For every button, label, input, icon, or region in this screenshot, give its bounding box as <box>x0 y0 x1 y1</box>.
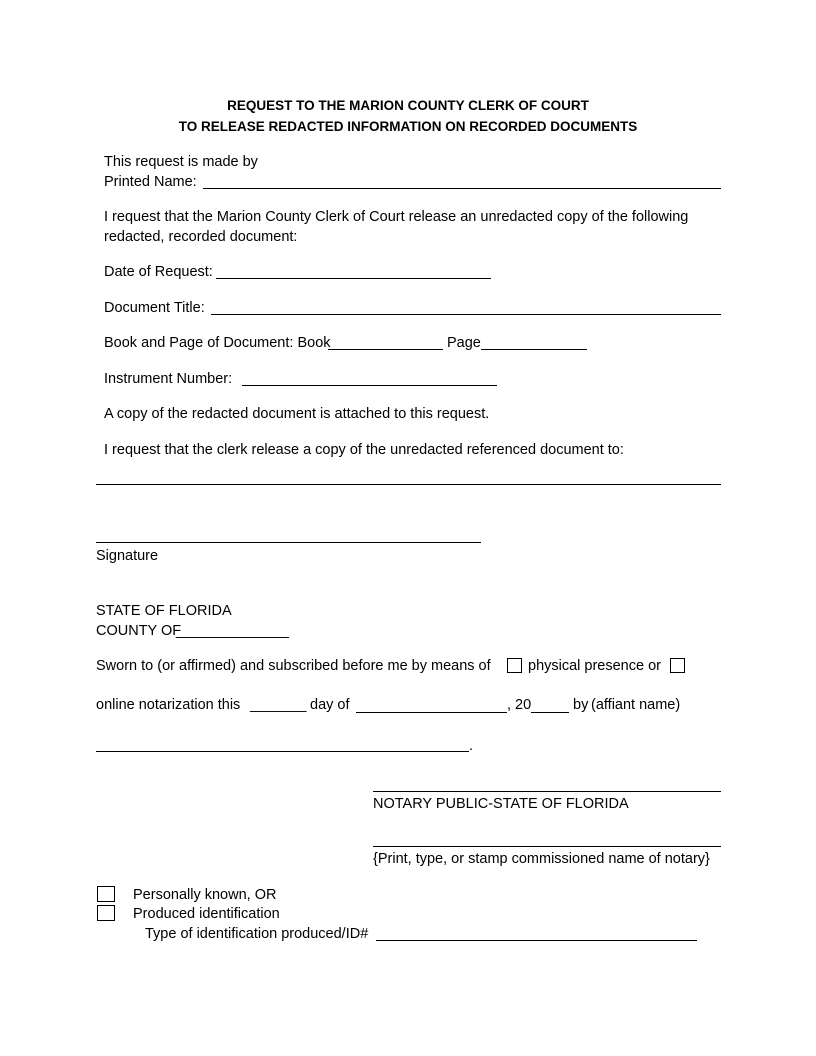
release-to-text: I request that the clerk release a copy of the unredacted referenced document to: <box>104 442 624 458</box>
signature-field[interactable] <box>96 542 481 543</box>
attached-note: A copy of the redacted document is attached to this request. <box>104 406 490 422</box>
affiant-period: . <box>469 738 474 754</box>
notary-name-label: {Print, type, or stamp commissioned name of notary} <box>373 851 710 867</box>
personally-known-checkbox[interactable] <box>97 886 115 902</box>
affiant-name-label: (affiant name) <box>591 697 681 713</box>
affiant-name-field[interactable] <box>96 751 469 752</box>
month-field[interactable] <box>356 712 507 713</box>
physical-presence-checkbox[interactable] <box>507 658 522 673</box>
year-field[interactable] <box>531 712 569 713</box>
online-notarization-text: online notarization this <box>96 697 241 713</box>
sworn-text: Sworn to (or affirmed) and subscribed before me by means of <box>96 658 491 674</box>
day-field[interactable]: _______ <box>250 697 307 713</box>
printed-name-field[interactable] <box>203 188 721 189</box>
personally-known-label: Personally known, OR <box>133 887 277 903</box>
instrument-number-label: Instrument Number: <box>104 371 233 387</box>
document-title-label: Document Title: <box>104 300 205 316</box>
produced-identification-label: Produced identification <box>133 906 280 922</box>
document-title-field[interactable] <box>211 314 721 315</box>
book-field[interactable] <box>328 349 443 350</box>
by-label: by <box>573 697 589 713</box>
state-label: STATE OF FLORIDA <box>96 603 232 619</box>
online-notarization-checkbox[interactable] <box>670 658 685 673</box>
date-of-request-field[interactable] <box>216 278 491 279</box>
page-field[interactable] <box>481 349 587 350</box>
form-title-line-1: REQUEST TO THE MARION COUNTY CLERK OF COURT <box>227 98 589 113</box>
county-field[interactable]: ______________ <box>176 623 289 639</box>
release-to-field[interactable] <box>96 484 721 485</box>
identification-type-field[interactable] <box>376 940 697 941</box>
instrument-number-field[interactable] <box>242 385 497 386</box>
notary-name-field[interactable] <box>373 846 721 847</box>
produced-identification-checkbox[interactable] <box>97 905 115 921</box>
notary-signature-field[interactable] <box>373 791 721 792</box>
physical-presence-label: physical presence or <box>528 658 661 674</box>
form-title-line-2: TO RELEASE REDACTED INFORMATION ON RECORDED DOCUMENTS <box>178 119 638 134</box>
request-statement-line-2: redacted, recorded document: <box>104 229 298 245</box>
date-of-request-label: Date of Request: <box>104 264 213 280</box>
identification-type-label: Type of identification produced/ID# <box>145 926 369 942</box>
year-prefix: , 20 <box>507 697 532 713</box>
book-page-label: Book and Page of Document: Book <box>104 335 331 351</box>
printed-name-label: Printed Name: <box>104 174 197 190</box>
page-label: Page <box>447 335 481 351</box>
request-made-by-text: This request is made by <box>104 154 258 170</box>
notary-public-label: NOTARY PUBLIC-STATE OF FLORIDA <box>373 796 629 812</box>
signature-label: Signature <box>96 548 159 564</box>
day-of-label: day of <box>310 697 350 713</box>
county-label: COUNTY OF <box>96 623 182 639</box>
request-statement-line-1: I request that the Marion County Clerk of Court release an unredacted copy of the following <box>104 209 689 225</box>
